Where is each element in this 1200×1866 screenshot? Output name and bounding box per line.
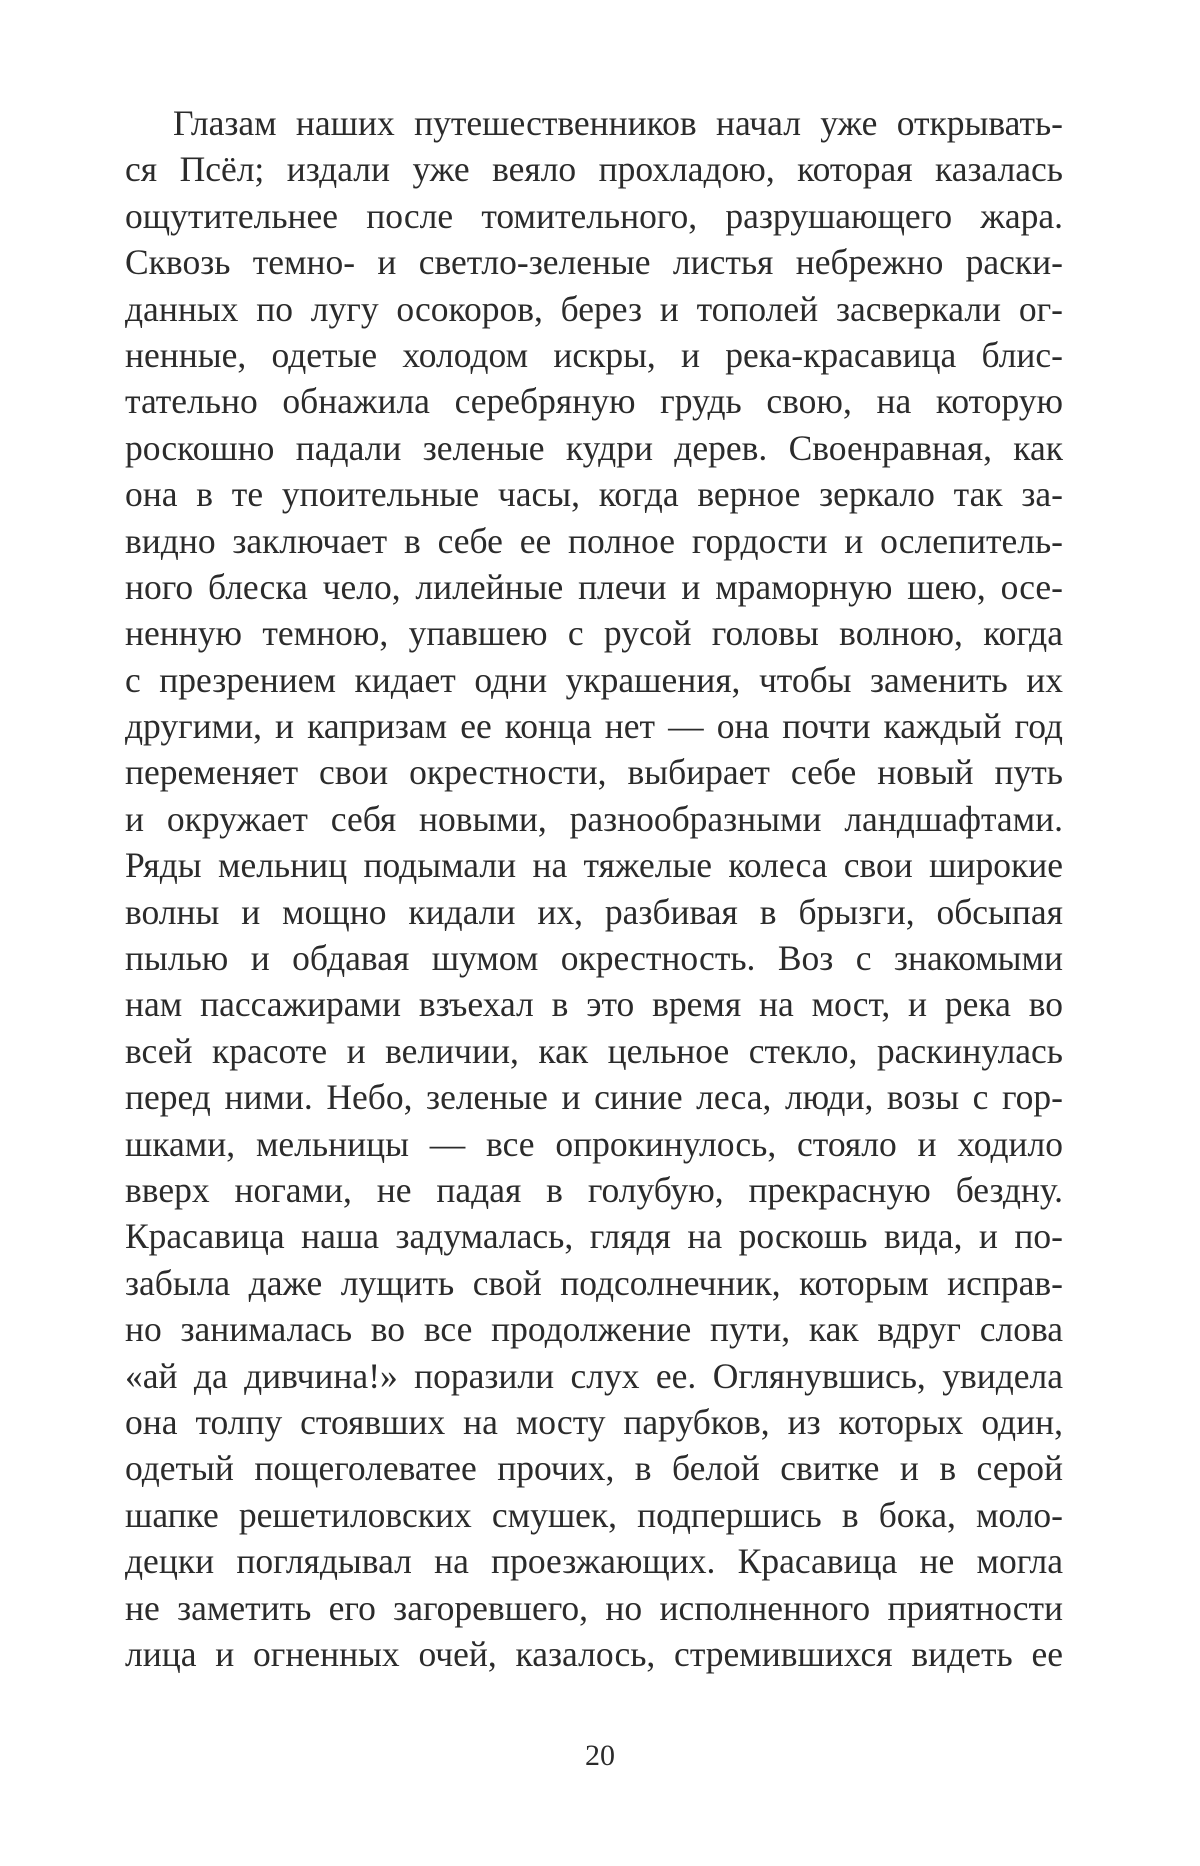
text-line: вверх ногами, не падая в голубую, прекрасную бездну. <box>125 1169 1063 1210</box>
text-line: ощутительнее после томительного, разрушающего жара. <box>125 195 1063 236</box>
text-line: «ай да дивчина!» поразили слух ее. Оглянувшись, увидела <box>125 1355 1063 1396</box>
text-line: ненную темною, упавшею с русой головы волною, когда <box>125 613 1063 654</box>
text-line: Глазам наших путешественников начал уже открывать- <box>173 103 1063 143</box>
text-line: ненные, одетые холодом искры, и река-красавица блис- <box>125 334 1063 375</box>
text-line: забыла даже лущить свой подсолнечник, которым исправ- <box>125 1262 1063 1303</box>
text-line: с презрением кидает одни украшения, чтобы заменить их <box>125 659 1063 700</box>
page-number: 20 <box>585 1739 615 1772</box>
text-line: одетый пощеголеватее прочих, в белой свитке и в серой <box>125 1448 1063 1489</box>
text-line: данных по лугу осокоров, берез и тополей засверкали ог- <box>125 288 1063 329</box>
text-line: волны и мощно кидали их, разбивая в брызги, обсыпая <box>125 891 1063 932</box>
text-line: децки поглядывал на проезжающих. Красавица не могла <box>125 1541 1063 1582</box>
text-line: видно заключает в себе ее полное гордости и ослепитель- <box>125 520 1063 561</box>
body-text <box>125 100 1063 1677</box>
text-line: Ряды мельниц подымали на тяжелые колеса свои широкие <box>125 845 1063 886</box>
text-line: перед ними. Небо, зеленые и синие леса, люди, возы с гор- <box>125 1077 1063 1118</box>
text-line: нам пассажирами взъехал в это время на мост, и река во <box>125 984 1063 1025</box>
text-line: переменяет свои окрестности, выбирает себе новый путь <box>125 752 1063 793</box>
text-line: шапке решетиловских смушек, подпершись в бока, моло- <box>125 1494 1063 1535</box>
text-line: не заметить его загоревшего, но исполненного приятности <box>125 1587 1063 1628</box>
text-line: шками, мельницы — все опрокинулось, стояло и ходило <box>125 1123 1063 1164</box>
text-line: роскошно падали зеленые кудри дерев. Своенравная, как <box>125 427 1063 468</box>
text-line: она толпу стоявших на мосту парубков, из которых один, <box>125 1401 1063 1442</box>
text-line: ся Псёл; издали уже веяло прохладою, которая казалась <box>125 149 1063 190</box>
text-line: другими, и капризам ее конца нет — она почти каждый год <box>125 706 1063 747</box>
text-line: ного блеска чело, лилейные плечи и мраморную шею, осе- <box>125 566 1063 607</box>
text-line: Сквозь темно- и светло-зеленые листья небрежно раски- <box>125 242 1063 283</box>
text-line: пылью и обдавая шумом окрестность. Воз с знакомыми <box>125 938 1063 979</box>
text-line: и окружает себя новыми, разнообразными ландшафтами. <box>125 798 1063 839</box>
text-line: всей красоте и величии, как цельное стекло, раскинулась <box>125 1030 1063 1071</box>
text-line: она в те упоительные часы, когда верное зеркало так за- <box>125 474 1063 515</box>
text-line: но занималась во все продолжение пути, как вдруг слова <box>125 1309 1063 1350</box>
text-line: лица и огненных очей, казалось, стремившихся видеть ее <box>125 1633 1063 1674</box>
text-line: тательно обнажила серебряную грудь свою, на которую <box>125 381 1063 422</box>
text-line: Красавица наша задумалась, глядя на роскошь вида, и по- <box>125 1216 1063 1257</box>
